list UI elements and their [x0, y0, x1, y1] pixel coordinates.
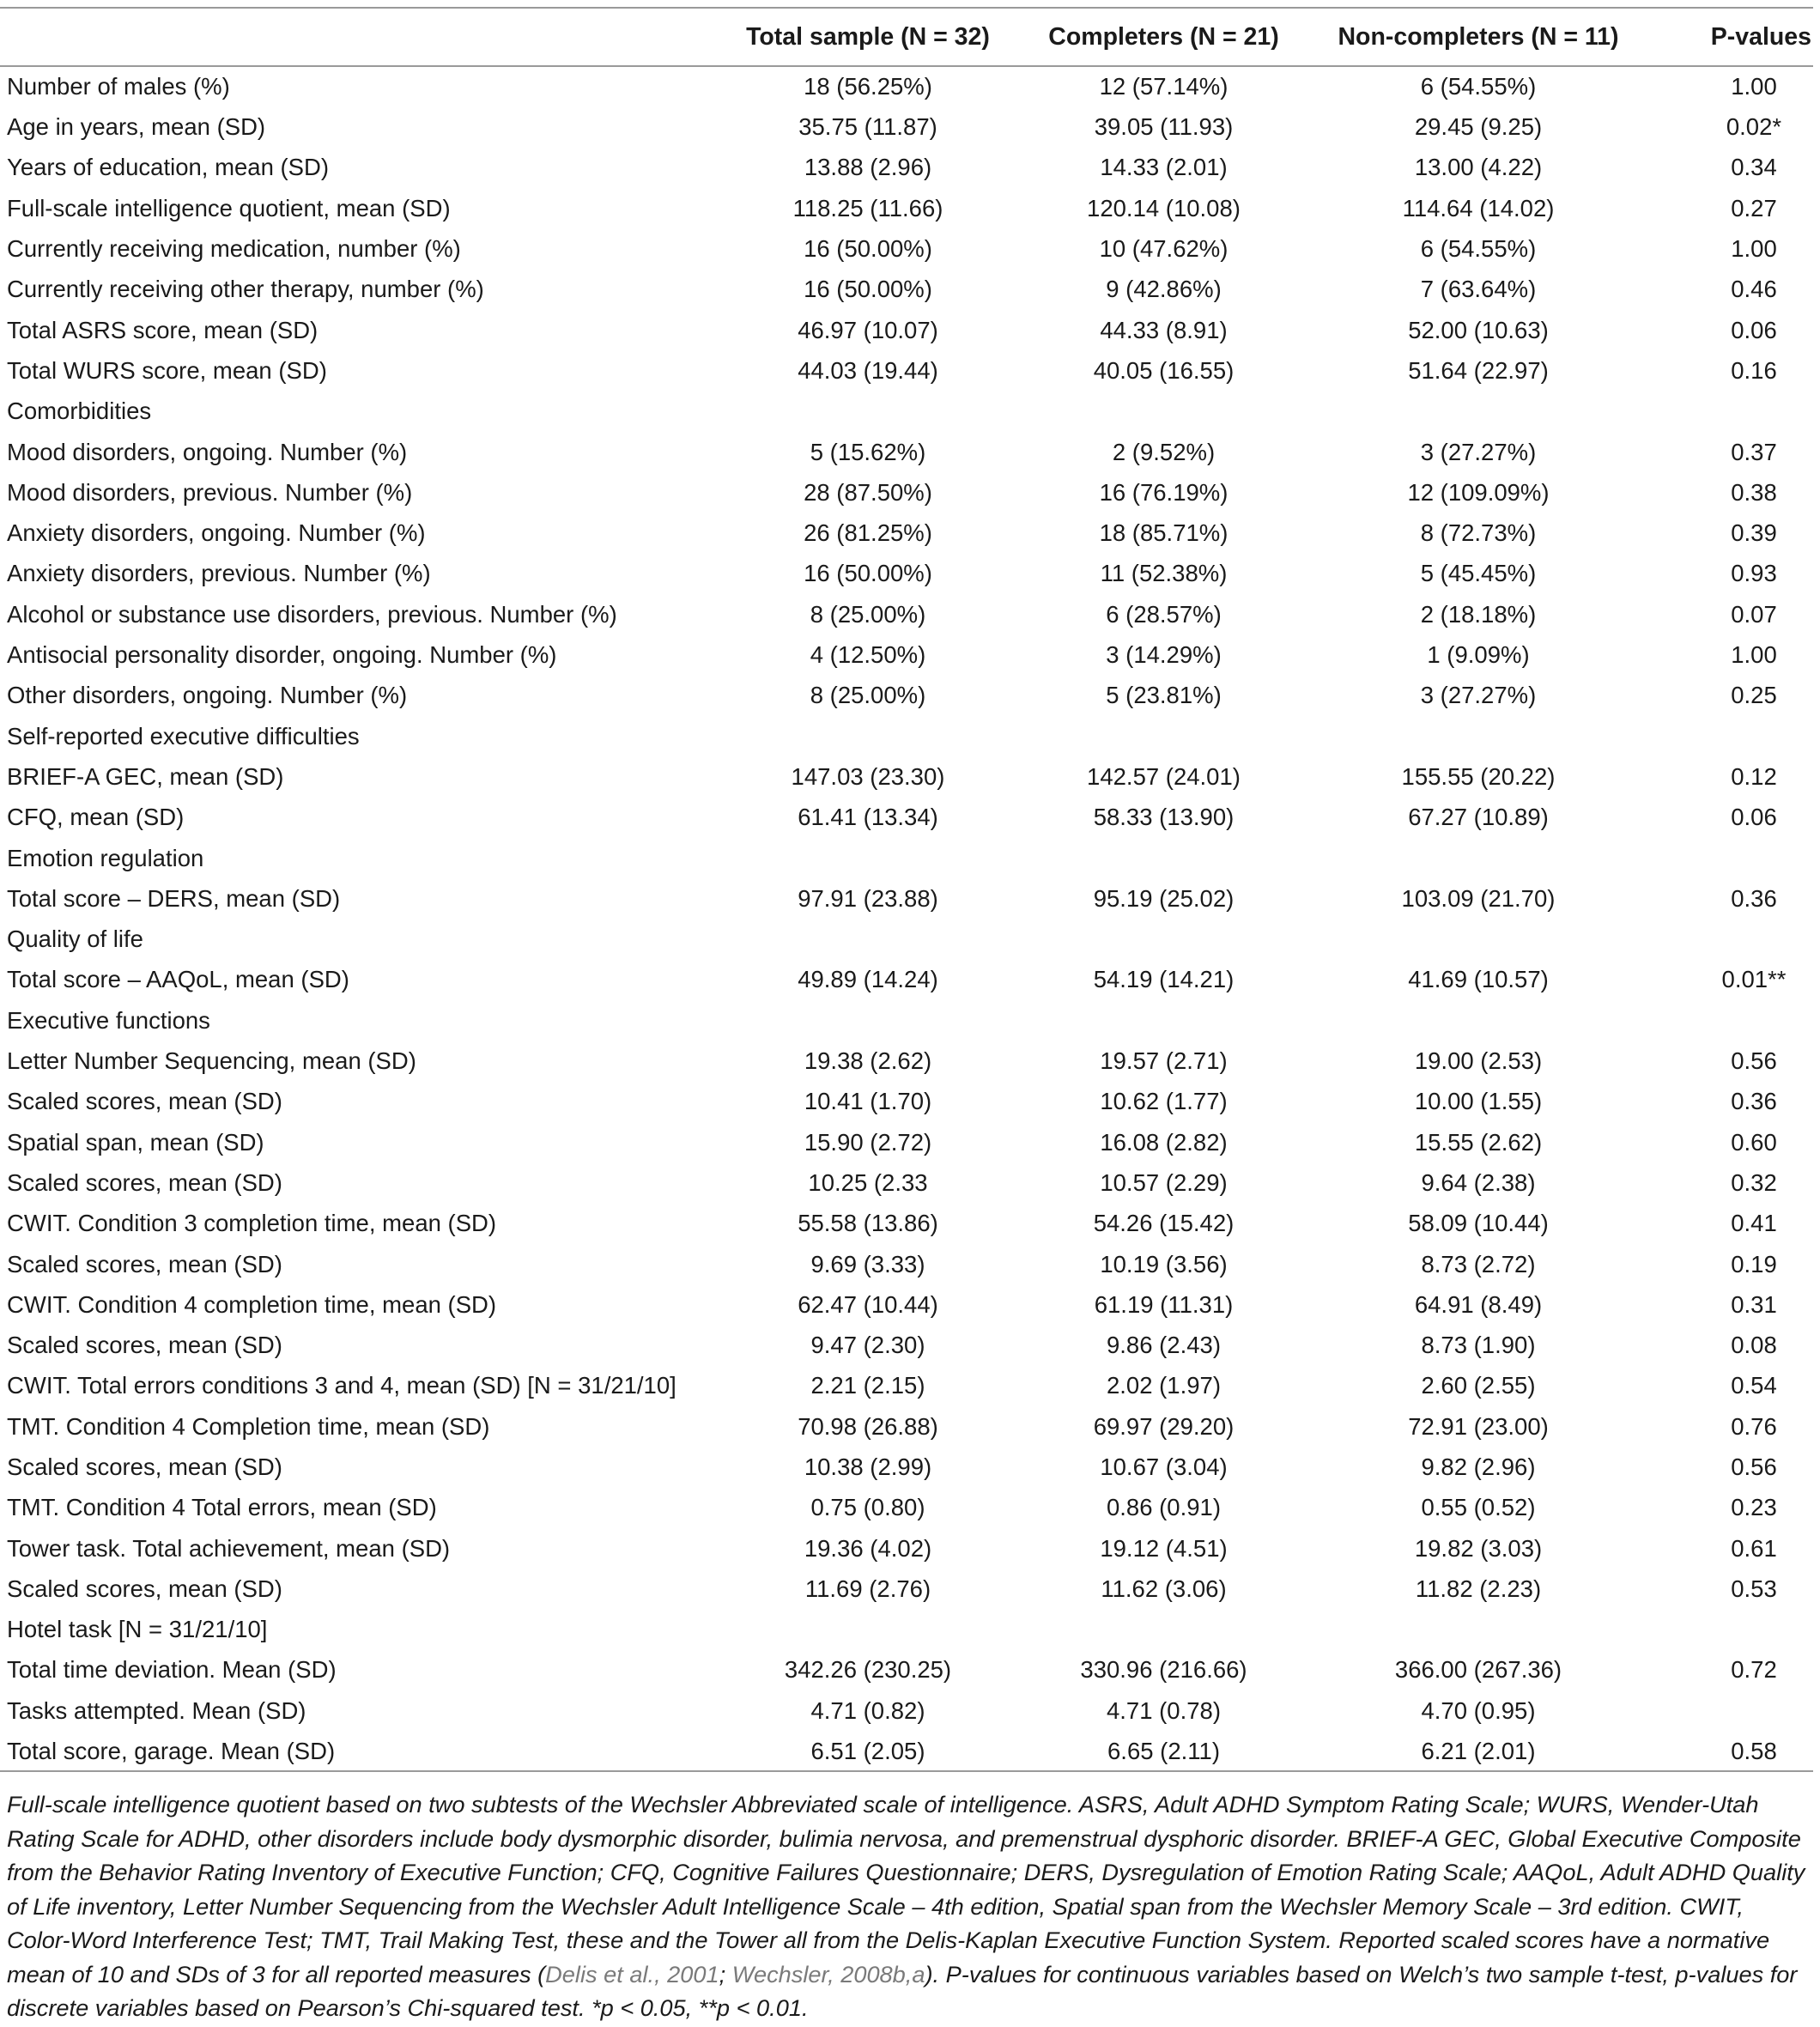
table-row [0, 1162, 1813, 1203]
header-completers: Completers (N = 21) [1010, 8, 1317, 66]
cell-total-sample: 35.75 (11.87) [798, 113, 937, 141]
cell-non-completers [1317, 1609, 1640, 1649]
cell-total-sample: 16 (50.00%) [804, 560, 932, 587]
cell-completers: 69.97 (29.20) [1093, 1412, 1235, 1440]
header-total-sample: Total sample (N = 32) [725, 8, 1010, 66]
cell-total-sample: 46.97 (10.07) [798, 316, 938, 343]
cell-completers: 6.65 (2.11) [1010, 1731, 1317, 1771]
cell-p-value: 0.23 [1731, 1494, 1777, 1521]
table-row [0, 1041, 1813, 1081]
cell-p-value: 0.56 [1731, 1453, 1777, 1480]
cell-completers: 19.57 (2.71) [1100, 1047, 1228, 1075]
cell-total-sample: 118.25 (11.66) [792, 194, 943, 222]
row-label: Scaled scores, mean (SD) [7, 1088, 282, 1115]
footnote-tail: ). P-values for continuous variables based on Welch’s two sample t-test, p-values for discrete variables based on Pearson’s Chi-squared test. *p < 0.05, **p < 0.01. [7, 1960, 1798, 2022]
cell-non-completers: 10.00 (1.55) [1414, 1088, 1543, 1115]
cell-p-value: 0.27 [1731, 194, 1777, 222]
cell-total-sample: 5 (15.62%) [810, 438, 926, 465]
cell-non-completers: 19.00 (2.53) [1414, 1047, 1543, 1075]
row-label: Scaled scores, mean (SD) [7, 1250, 282, 1277]
cell-total-sample: 8 (25.00%) [810, 600, 926, 628]
table-row [0, 1244, 1813, 1284]
cell-p-value: 0.06 [1731, 804, 1777, 831]
cell-p-value: 0.07 [1731, 600, 1777, 628]
cell-completers: 10.19 (3.56) [1100, 1250, 1228, 1277]
table-row [0, 188, 1813, 228]
cell-completers: 10.57 (2.29) [1100, 1168, 1228, 1196]
cell-total-sample [725, 1609, 1010, 1649]
row-label: Quality of life [7, 926, 143, 953]
cell-p-value: 0.60 [1731, 1128, 1777, 1156]
cell-non-completers: 8.73 (2.72) [1421, 1250, 1536, 1277]
row-label: CFQ, mean (SD) [7, 804, 185, 831]
row-label: Comorbidities [7, 398, 152, 425]
cell-total-sample: 26 (81.25%) [804, 519, 932, 547]
cell-total-sample: 70.98 (26.88) [798, 1412, 938, 1440]
cell-total-sample: 4.71 (0.82) [810, 1696, 925, 1724]
table-row [0, 148, 1813, 188]
cell-total-sample: 16 (50.00%) [804, 235, 932, 263]
table-row [0, 756, 1813, 797]
cell-p-value: 0.72 [1731, 1656, 1777, 1684]
row-label: Total score, garage. Mean (SD) [0, 1731, 725, 1771]
cell-p-value: 0.46 [1731, 276, 1777, 303]
table-row [0, 228, 1813, 269]
row-label: Antisocial personality disorder, ongoing. Number (%) [7, 641, 557, 669]
cell-non-completers: 0.55 (0.52) [1421, 1494, 1536, 1521]
footnote-text: Full-scale intelligence quotient based on two subtests of the Wechsler Abbreviated scale of intelligence. ASRS, Adult ADHD Symptom Rating Scale; WURS, Wender-Utah Rating Scale for ADHD, other disorders include body dysmorphic disorder, bulimia nervosa, and premenstrual dysphoric disorder. BRIEF-A GEC, Global Executive Composite from the Behavior Rating Inventory of Executive Function; CFQ, Cognitive Failures Questionnaire; DERS, Dysregulation of Emotion Rating Scale; AAQoL, Adult ADHD Quality of Life inventory, Letter Number Sequencing from the Wechsler Adult Intelligence Scale – 4th edition, Spatial span from the Wechsler Memory Scale – 3rd edition. CWIT, Color-Word Interference Test; TMT, Trail Making Test, these and the Tower all from the Delis-Kaplan Executive Function System. Reported scaled scores have a normative mean of 10 and SDs of 3 for all reported measures ( [7, 1791, 1805, 1988]
table-row [0, 1690, 1813, 1731]
cell-non-completers: 5 (45.45%) [1420, 560, 1537, 587]
row-label: Number of males (%) [7, 73, 230, 100]
row-label: Anxiety disorders, ongoing. Number (%) [7, 519, 426, 547]
cell-p-value: 0.06 [1731, 316, 1777, 343]
cell-completers: 11 (52.38%) [1100, 560, 1228, 587]
table-row [0, 960, 1813, 1000]
row-label: Scaled scores, mean (SD) [7, 1453, 282, 1480]
header-p-values: P-values [1640, 8, 1813, 66]
table-row [0, 1487, 1813, 1527]
cell-completers: 2 (9.52%) [1112, 438, 1216, 465]
cell-total-sample: 44.03 (19.44) [798, 356, 938, 384]
header-non-completers: Non-completers (N = 11) [1317, 8, 1640, 66]
cell-completers: 120.14 (10.08) [1087, 194, 1241, 222]
cell-p-value: 0.32 [1731, 1168, 1777, 1196]
cell-non-completers: 155.55 (20.22) [1401, 762, 1556, 790]
cell-total-sample [725, 838, 1010, 878]
cell-completers: 12 (57.14%) [1099, 73, 1228, 100]
cell-p-value: 1.00 [1731, 235, 1777, 263]
cell-p-value: 0.37 [1731, 438, 1777, 465]
cell-non-completers: 11.82 (2.23) [1415, 1575, 1542, 1602]
table-row [0, 554, 1813, 594]
table-row [0, 66, 1813, 106]
cell-non-completers: 13.00 (4.22) [1414, 154, 1543, 181]
cell-p-value: 0.93 [1731, 560, 1777, 587]
cell-total-sample: 147.03 (23.30) [791, 762, 945, 790]
table-body [0, 66, 1813, 1771]
cell-non-completers: 103.09 (21.70) [1401, 884, 1556, 912]
cell-total-sample: 6.51 (2.05) [725, 1731, 1010, 1771]
cell-total-sample [725, 919, 1010, 959]
cell-p-value [1640, 716, 1813, 756]
cell-p-value: 0.12 [1731, 762, 1777, 790]
table-footnote [0, 1772, 1813, 2025]
cell-total-sample: 8 (25.00%) [810, 682, 926, 709]
table-row [0, 1650, 1813, 1690]
row-label: Scaled scores, mean (SD) [7, 1575, 282, 1602]
cell-total-sample: 9.69 (3.33) [810, 1250, 925, 1277]
table-row [0, 594, 1813, 634]
cell-p-value: 0.54 [1731, 1372, 1777, 1399]
demographics-table [0, 7, 1813, 1772]
cell-p-value: 1.00 [1731, 641, 1777, 669]
cell-p-value: 0.58 [1640, 1731, 1813, 1771]
row-label: Other disorders, ongoing. Number (%) [7, 682, 408, 709]
row-label: Tower task. Total achievement, mean (SD) [7, 1534, 451, 1562]
row-label: Years of education, mean (SD) [7, 154, 330, 181]
cell-total-sample: 11.69 (2.76) [804, 1575, 931, 1602]
table-row [0, 1528, 1813, 1569]
table-row [0, 878, 1813, 919]
row-label: Total score – DERS, mean (SD) [7, 884, 341, 912]
cell-p-value: 0.53 [1731, 1575, 1777, 1602]
cell-total-sample: 19.38 (2.62) [804, 1047, 932, 1075]
row-label: Self-reported executive difficulties [7, 722, 360, 750]
cell-total-sample: 15.90 (2.72) [804, 1128, 932, 1156]
cell-total-sample [725, 716, 1010, 756]
cell-total-sample: 10.25 (2.33 [808, 1168, 928, 1196]
cell-non-completers: 3 (27.27%) [1420, 682, 1537, 709]
cell-total-sample: 2.21 (2.15) [810, 1372, 925, 1399]
cell-p-value: 0.38 [1731, 478, 1777, 506]
row-label: Tasks attempted. Mean (SD) [7, 1696, 306, 1724]
cell-p-value [1640, 838, 1813, 878]
cell-non-completers: 12 (109.09%) [1407, 478, 1550, 506]
cell-completers: 19.12 (4.51) [1100, 1534, 1228, 1562]
cell-completers [1010, 1609, 1317, 1649]
table-row [0, 1081, 1813, 1121]
table-section-row [0, 919, 1813, 959]
cell-total-sample: 342.26 (230.25) [784, 1656, 952, 1684]
cell-completers: 54.19 (14.21) [1093, 966, 1235, 993]
cell-completers: 44.33 (8.91) [1100, 316, 1228, 343]
table-row [0, 472, 1813, 513]
cell-completers: 3 (14.29%) [1106, 641, 1222, 669]
cell-non-completers: 52.00 (10.63) [1408, 316, 1549, 343]
row-label: CWIT. Condition 4 completion time, mean (SD) [7, 1290, 497, 1318]
row-label: Spatial span, mean (SD) [7, 1128, 264, 1156]
cell-p-value: 0.39 [1731, 519, 1777, 547]
row-label: TMT. Condition 4 Completion time, mean (SD) [7, 1412, 490, 1440]
row-label: Age in years, mean (SD) [7, 113, 266, 141]
row-label: Currently receiving medication, number (%) [7, 235, 461, 263]
cell-total-sample: 9.47 (2.30) [810, 1332, 925, 1359]
cell-p-value: 0.76 [1731, 1412, 1777, 1440]
cell-total-sample: 10.38 (2.99) [804, 1453, 932, 1480]
cell-completers: 10 (47.62%) [1099, 235, 1228, 263]
cell-completers: 2.02 (1.97) [1106, 1372, 1221, 1399]
cell-non-completers: 64.91 (8.49) [1414, 1290, 1543, 1318]
cell-completers: 0.86 (0.91) [1106, 1494, 1221, 1521]
cell-completers [1010, 919, 1317, 959]
row-label: CWIT. Condition 3 completion time, mean (SD) [7, 1210, 497, 1237]
cell-non-completers: 366.00 (267.36) [1394, 1656, 1562, 1684]
cell-completers [1010, 391, 1317, 431]
cell-non-completers: 8 (72.73%) [1420, 519, 1537, 547]
row-label: TMT. Condition 4 Total errors, mean (SD) [7, 1494, 437, 1521]
cell-non-completers: 29.45 (9.25) [1414, 113, 1543, 141]
table-row [0, 1325, 1813, 1365]
footnote-separator: ; [719, 1960, 732, 1988]
table-row [0, 1122, 1813, 1162]
reference-link-delis[interactable]: Delis et al., 2001 [545, 1960, 719, 1988]
row-label: Letter Number Sequencing, mean (SD) [7, 1047, 416, 1075]
cell-p-value [1640, 1000, 1813, 1041]
cell-completers: 95.19 (25.02) [1093, 884, 1235, 912]
row-label: Currently receiving other therapy, number (%) [7, 276, 484, 303]
cell-non-completers: 19.82 (3.03) [1414, 1534, 1543, 1562]
cell-total-sample: 16 (50.00%) [804, 276, 932, 303]
table-row [0, 350, 1813, 391]
cell-p-value [1640, 919, 1813, 959]
cell-p-value: 0.02* [1726, 113, 1782, 141]
table-row [0, 797, 1813, 837]
row-label: Emotion regulation [7, 844, 204, 871]
table-row [0, 1731, 1813, 1771]
cell-completers: 54.26 (15.42) [1093, 1210, 1235, 1237]
table-row [0, 1569, 1813, 1609]
row-label: Total ASRS score, mean (SD) [7, 316, 318, 343]
cell-p-value [1640, 1609, 1813, 1649]
cell-non-completers: 9.82 (2.96) [1421, 1453, 1536, 1480]
cell-non-completers: 6.21 (2.01) [1317, 1731, 1640, 1771]
cell-total-sample: 49.89 (14.24) [798, 966, 938, 993]
table-row [0, 432, 1813, 472]
cell-non-completers: 15.55 (2.62) [1414, 1128, 1543, 1156]
cell-p-value: 0.41 [1731, 1210, 1777, 1237]
cell-total-sample: 10.41 (1.70) [804, 1088, 932, 1115]
cell-completers: 142.57 (24.01) [1087, 762, 1241, 790]
row-label: CWIT. Total errors conditions 3 and 4, mean (SD) [N = 31/21/10] [7, 1372, 676, 1399]
table-row [0, 1447, 1813, 1487]
cell-non-completers: 9.64 (2.38) [1421, 1168, 1536, 1196]
cell-total-sample [725, 1000, 1010, 1041]
row-label: Total score – AAQoL, mean (SD) [7, 966, 349, 993]
cell-non-completers: 4.70 (0.95) [1421, 1696, 1536, 1724]
table-section-row [0, 838, 1813, 878]
cell-completers: 18 (85.71%) [1099, 519, 1228, 547]
cell-completers: 10.62 (1.77) [1100, 1088, 1228, 1115]
row-label: Executive functions [7, 1006, 210, 1034]
cell-non-completers: 8.73 (1.90) [1421, 1332, 1536, 1359]
cell-p-value [1640, 391, 1813, 431]
cell-completers: 11.62 (3.06) [1101, 1575, 1227, 1602]
cell-completers: 39.05 (11.93) [1094, 113, 1234, 141]
cell-total-sample [725, 391, 1010, 431]
row-label: Alcohol or substance use disorders, previous. Number (%) [7, 600, 617, 628]
cell-non-completers: 6 (54.55%) [1420, 235, 1537, 263]
cell-non-completers: 114.64 (14.02) [1402, 194, 1555, 222]
row-label: Total WURS score, mean (SD) [7, 356, 327, 384]
row-label: Scaled scores, mean (SD) [7, 1332, 282, 1359]
cell-p-value: 0.36 [1731, 884, 1777, 912]
cell-non-completers: 72.91 (23.00) [1408, 1412, 1549, 1440]
table-section-row [0, 716, 1813, 756]
cell-total-sample: 0.75 (0.80) [810, 1494, 925, 1521]
cell-total-sample: 18 (56.25%) [804, 73, 932, 100]
cell-non-completers [1317, 1000, 1640, 1041]
cell-completers: 14.33 (2.01) [1100, 154, 1228, 181]
cell-completers: 5 (23.81%) [1106, 682, 1222, 709]
cell-total-sample: 61.41 (13.34) [798, 804, 938, 831]
cell-p-value: 0.56 [1731, 1047, 1777, 1075]
table-row [0, 1366, 1813, 1406]
cell-non-completers: 2.60 (2.55) [1421, 1372, 1536, 1399]
cell-completers: 10.67 (3.04) [1100, 1453, 1228, 1480]
cell-non-completers: 1 (9.09%) [1427, 641, 1530, 669]
row-label: Full-scale intelligence quotient, mean (SD) [7, 194, 451, 222]
cell-non-completers [1317, 391, 1640, 431]
cell-completers [1010, 1000, 1317, 1041]
cell-non-completers: 2 (18.18%) [1420, 600, 1537, 628]
table-row [0, 269, 1813, 309]
cell-total-sample: 19.36 (4.02) [804, 1534, 932, 1562]
cell-non-completers: 58.09 (10.44) [1408, 1210, 1549, 1237]
cell-total-sample: 4 (12.50%) [810, 641, 926, 669]
table-row [0, 1284, 1813, 1325]
reference-link-wechsler[interactable]: Wechsler, 2008b,a [731, 1960, 925, 1988]
cell-total-sample: 28 (87.50%) [804, 478, 932, 506]
cell-completers: 16 (76.19%) [1099, 478, 1228, 506]
cell-non-completers [1317, 838, 1640, 878]
cell-total-sample: 13.88 (2.96) [804, 154, 932, 181]
cell-completers: 4.71 (0.78) [1106, 1696, 1221, 1724]
table-row [0, 1203, 1813, 1243]
cell-completers [1010, 838, 1317, 878]
cell-completers: 6 (28.57%) [1106, 600, 1222, 628]
table-header-row [0, 8, 1813, 66]
cell-p-value [1640, 1690, 1813, 1731]
row-label: Hotel task [N = 31/21/10] [7, 1616, 268, 1643]
table-row [0, 675, 1813, 715]
cell-total-sample: 62.47 (10.44) [798, 1290, 938, 1318]
cell-non-completers: 41.69 (10.57) [1408, 966, 1549, 993]
row-label: Mood disorders, previous. Number (%) [7, 478, 413, 506]
cell-p-value: 0.01** [1721, 966, 1787, 993]
cell-non-completers: 51.64 (22.97) [1408, 356, 1549, 384]
cell-completers: 58.33 (13.90) [1093, 804, 1235, 831]
cell-non-completers: 67.27 (10.89) [1408, 804, 1549, 831]
cell-p-value: 0.61 [1731, 1534, 1777, 1562]
table-section-row [0, 391, 1813, 431]
cell-completers [1010, 716, 1317, 756]
row-label: Mood disorders, ongoing. Number (%) [7, 438, 408, 465]
cell-p-value: 0.31 [1731, 1290, 1777, 1318]
cell-p-value: 1.00 [1731, 73, 1777, 100]
cell-total-sample: 55.58 (13.86) [798, 1210, 938, 1237]
cell-non-completers: 7 (63.64%) [1420, 276, 1537, 303]
cell-completers: 9 (42.86%) [1106, 276, 1222, 303]
row-label: Anxiety disorders, previous. Number (%) [7, 560, 431, 587]
cell-non-completers [1317, 919, 1640, 959]
cell-non-completers: 3 (27.27%) [1420, 438, 1537, 465]
cell-completers: 40.05 (16.55) [1093, 356, 1235, 384]
cell-completers: 61.19 (11.31) [1094, 1290, 1234, 1318]
cell-completers: 9.86 (2.43) [1106, 1332, 1221, 1359]
cell-p-value: 0.08 [1731, 1332, 1777, 1359]
cell-completers: 16.08 (2.82) [1100, 1128, 1228, 1156]
table-row [0, 310, 1813, 350]
cell-p-value: 0.16 [1731, 356, 1777, 384]
cell-p-value: 0.25 [1731, 682, 1777, 709]
row-label: Scaled scores, mean (SD) [7, 1168, 282, 1196]
cell-completers: 330.96 (216.66) [1080, 1656, 1247, 1684]
table-row [0, 513, 1813, 553]
cell-p-value: 0.19 [1731, 1250, 1777, 1277]
cell-total-sample: 97.91 (23.88) [798, 884, 938, 912]
row-label: Total time deviation. Mean (SD) [7, 1656, 337, 1684]
cell-p-value: 0.34 [1731, 154, 1777, 181]
table-row [0, 106, 1813, 147]
header-label [0, 8, 725, 66]
row-label: BRIEF-A GEC, mean (SD) [7, 762, 284, 790]
table-section-row [0, 1609, 1813, 1649]
cell-non-completers: 6 (54.55%) [1420, 73, 1537, 100]
cell-p-value: 0.36 [1731, 1088, 1777, 1115]
table-section-row [0, 1000, 1813, 1041]
cell-non-completers [1317, 716, 1640, 756]
table-row [0, 1406, 1813, 1447]
table-row [0, 634, 1813, 675]
